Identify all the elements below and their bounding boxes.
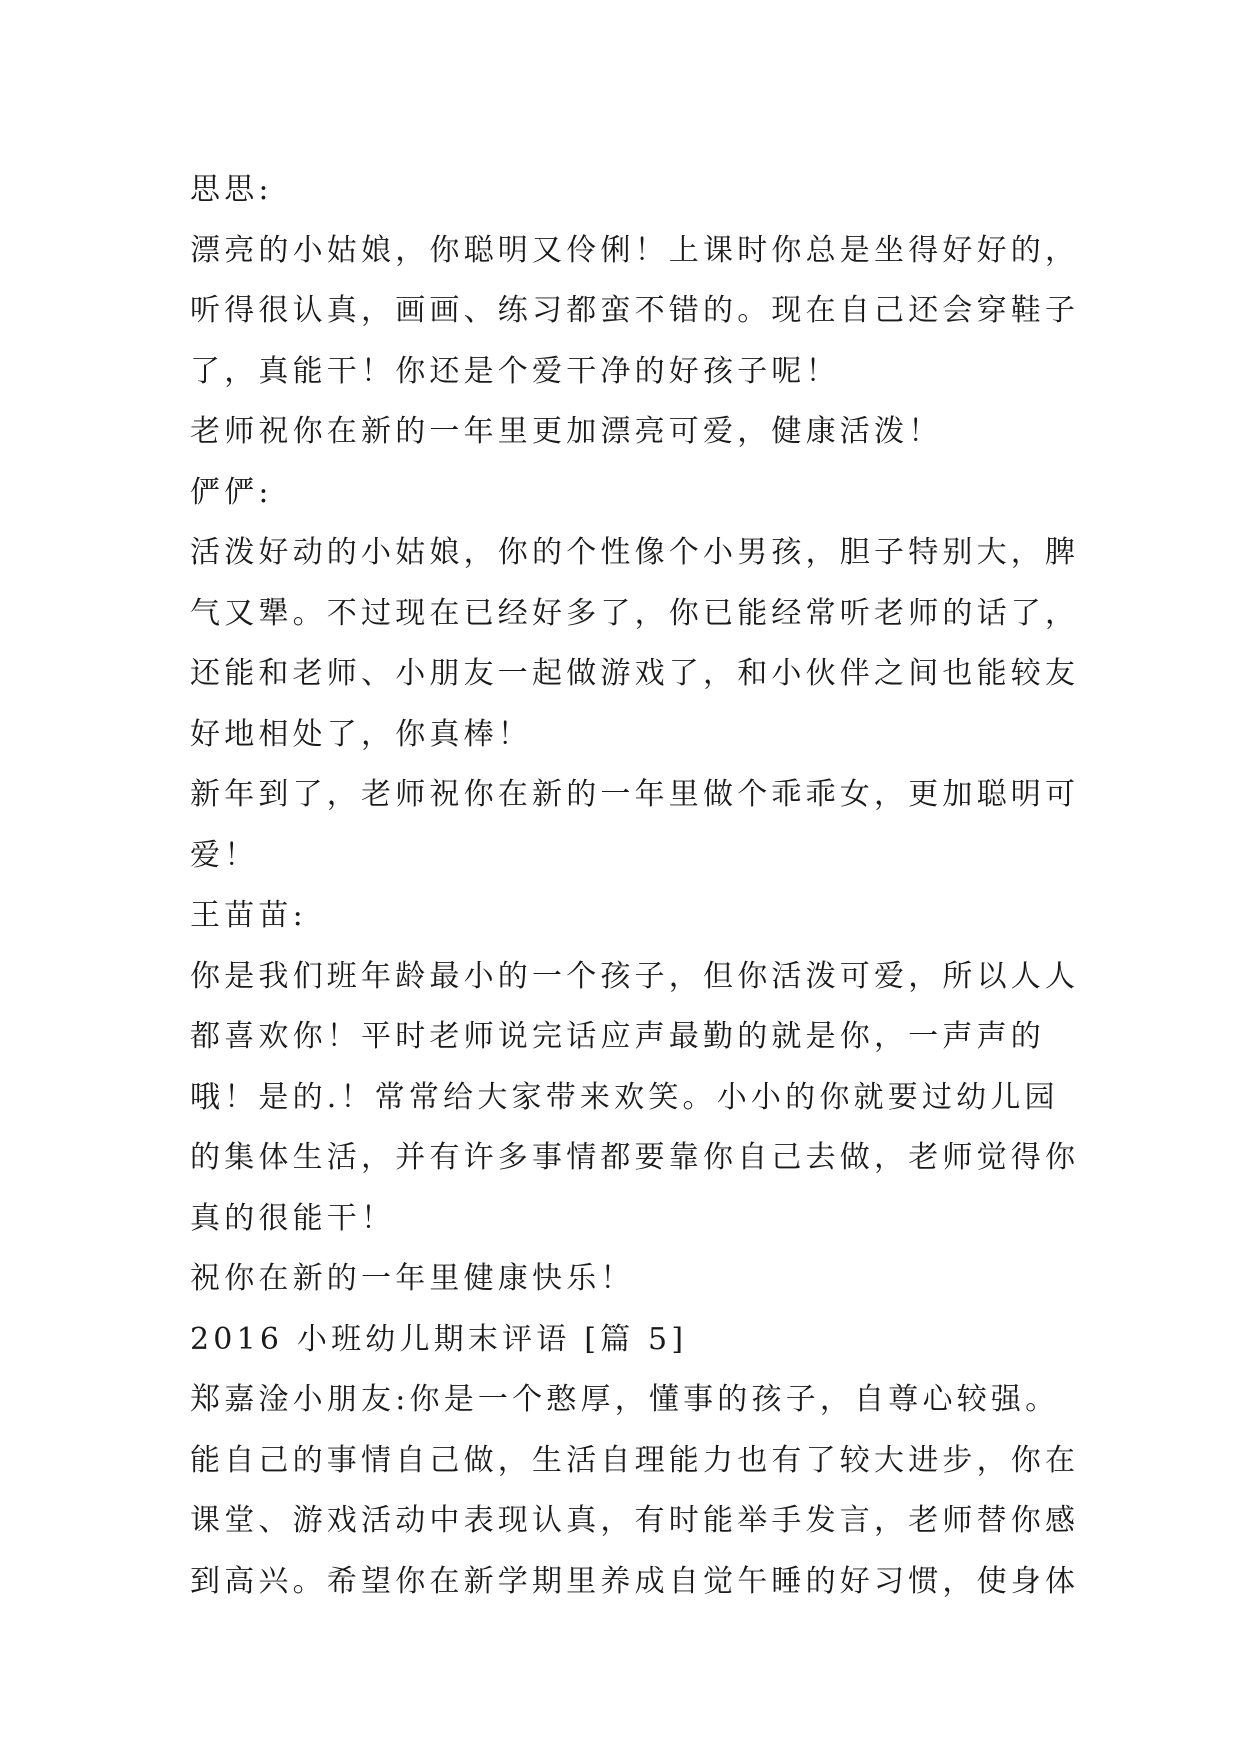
document-body <box>190 160 1080 1612</box>
paragraph-line: 你是我们班年龄最小的一个孩子，但你活泼可爱，所以人人 <box>190 958 1080 994</box>
paragraph-line: 气又犟。不过现在已经好多了，你已能经常听老师的话了， <box>190 595 1080 631</box>
paragraph-line: 课堂、游戏活动中表现认真，有时能举手发言，老师替你感 <box>190 1503 1080 1538</box>
heading-wangmiaomiao: 王苗苗: <box>190 898 307 933</box>
heading-yanyan: 俨俨: <box>190 474 273 510</box>
paragraph-line: 新年到了，老师祝你在新的一年里做个乖乖女，更加聪明可 <box>190 777 1080 812</box>
paragraph-line: 了，真能干！你还是个爱干净的好孩子呢！ <box>190 353 840 389</box>
paragraph-line: 听得很认真，画画、练习都蛮不错的。现在自己还会穿鞋子 <box>190 293 1080 328</box>
section-title: 2016 小班幼儿期末评语 [篇 5] <box>190 1321 688 1357</box>
paragraph-line: 活泼好动的小姑娘，你的个性像个小男孩，胆子特别大，脾 <box>190 535 1080 570</box>
heading-sisi: 思思: <box>190 172 273 207</box>
paragraph-line: 爱！ <box>190 837 259 873</box>
paragraph-line: 能自己的事情自己做，生活自理能力也有了较大进步，你在 <box>190 1442 1080 1478</box>
paragraph-line: 好地相处了，你真棒！ <box>190 716 532 752</box>
paragraph-line: 真的很能干！ <box>190 1200 396 1236</box>
paragraph-line: 祝你在新的一年里健康快乐！ <box>190 1261 635 1296</box>
paragraph-line: 漂亮的小姑娘，你聪明又伶俐！上课时你总是坐得好好的， <box>190 232 1080 268</box>
paragraph-line: 还能和老师、小朋友一起做游戏了，和小伙伴之间也能较友 <box>190 656 1080 691</box>
paragraph-line: 都喜欢你！平时老师说完话应声最勤的就是你，一声声的 <box>190 1019 1045 1054</box>
paragraph-line: 到高兴。希望你在新学期里养成自觉午睡的好习惯，使身体 <box>190 1563 1080 1599</box>
paragraph-line: 郑嘉淦小朋友:你是一个憨厚，懂事的孩子，自尊心较强。 <box>190 1382 1060 1417</box>
paragraph-line: 老师祝你在新的一年里更加漂亮可爱，健康活泼！ <box>190 414 943 449</box>
paragraph-line: 的集体生活，并有许多事情都要靠你自己去做，老师觉得你 <box>190 1140 1080 1175</box>
paragraph-line: 哦！是的.！常常给大家带来欢笑。小小的你就要过幼儿园 <box>190 1079 1059 1115</box>
